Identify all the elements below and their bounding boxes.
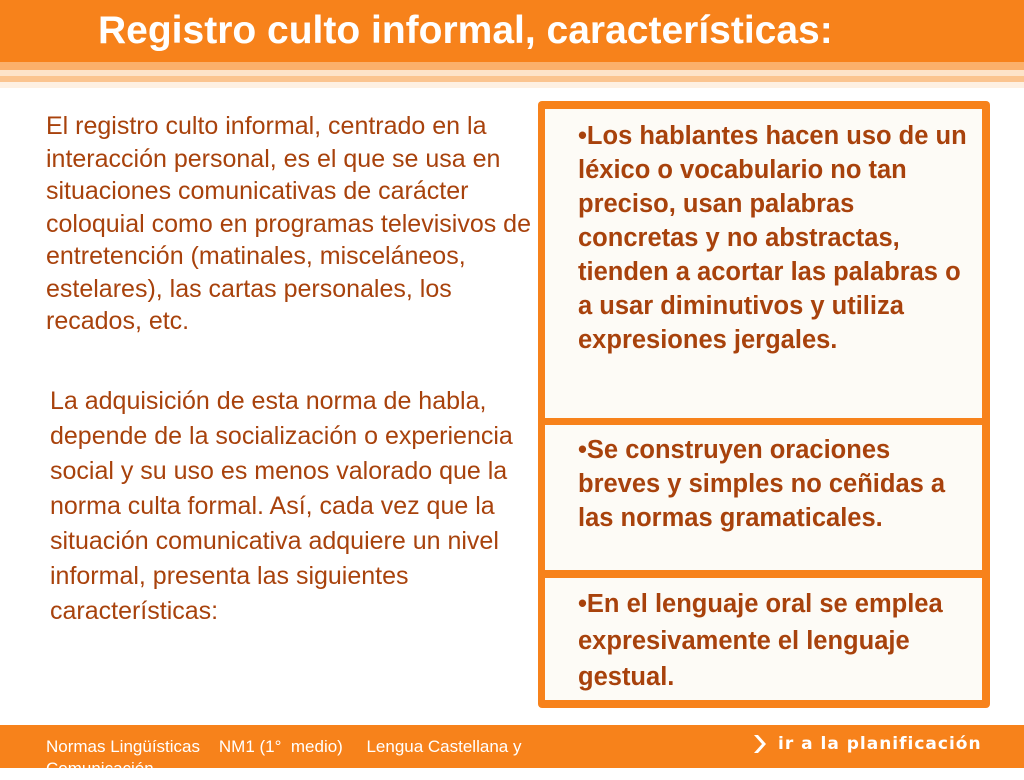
page-title: Registro culto informal, características: bbox=[98, 9, 833, 52]
header-bar bbox=[0, 0, 1024, 62]
header-stripe bbox=[0, 82, 1024, 88]
planning-link-label: ir a la planificación bbox=[778, 734, 982, 754]
acquisition-paragraph: La adquisición de esta norma de habla, depende de la socialización o experiencia social y su uso es menos valorado que la norma culta formal. Así, cada vez que la situación comunicativa adquiere un nivel informal, presenta las siguientes características: bbox=[50, 387, 513, 625]
characteristic-item: •Los hablantes hacen uso de un léxico o vocabulario no tan preciso, usan palabras concretas y no abstractas, tienden a acortar las palabras o a usar diminutivos y utiliza expresiones jergales. bbox=[545, 109, 982, 418]
header-stripe bbox=[0, 62, 1024, 70]
planning-link[interactable] bbox=[752, 731, 1012, 757]
intro-paragraph: El registro culto informal, centrado en la interacción personal, es el que se usa en situaciones comunicativas de carácter coloquial como en programas televisivos de entretención (matinales, misceláneos, estelares), las cartas personales, los recados, etc. bbox=[46, 112, 531, 335]
characteristic-item: •Se construyen oraciones breves y simples no ceñidas a las normas gramaticales. bbox=[545, 425, 982, 570]
course-info: Normas Lingüísticas NM1 (1° medio) Lengua Castellana y Comunicación bbox=[46, 737, 522, 778]
chevron-right-icon bbox=[752, 734, 770, 754]
footer-bar bbox=[0, 725, 1024, 778]
characteristic-item: •En el lenguaje oral se emplea expresivamente el lenguaje gestual. bbox=[545, 578, 982, 700]
